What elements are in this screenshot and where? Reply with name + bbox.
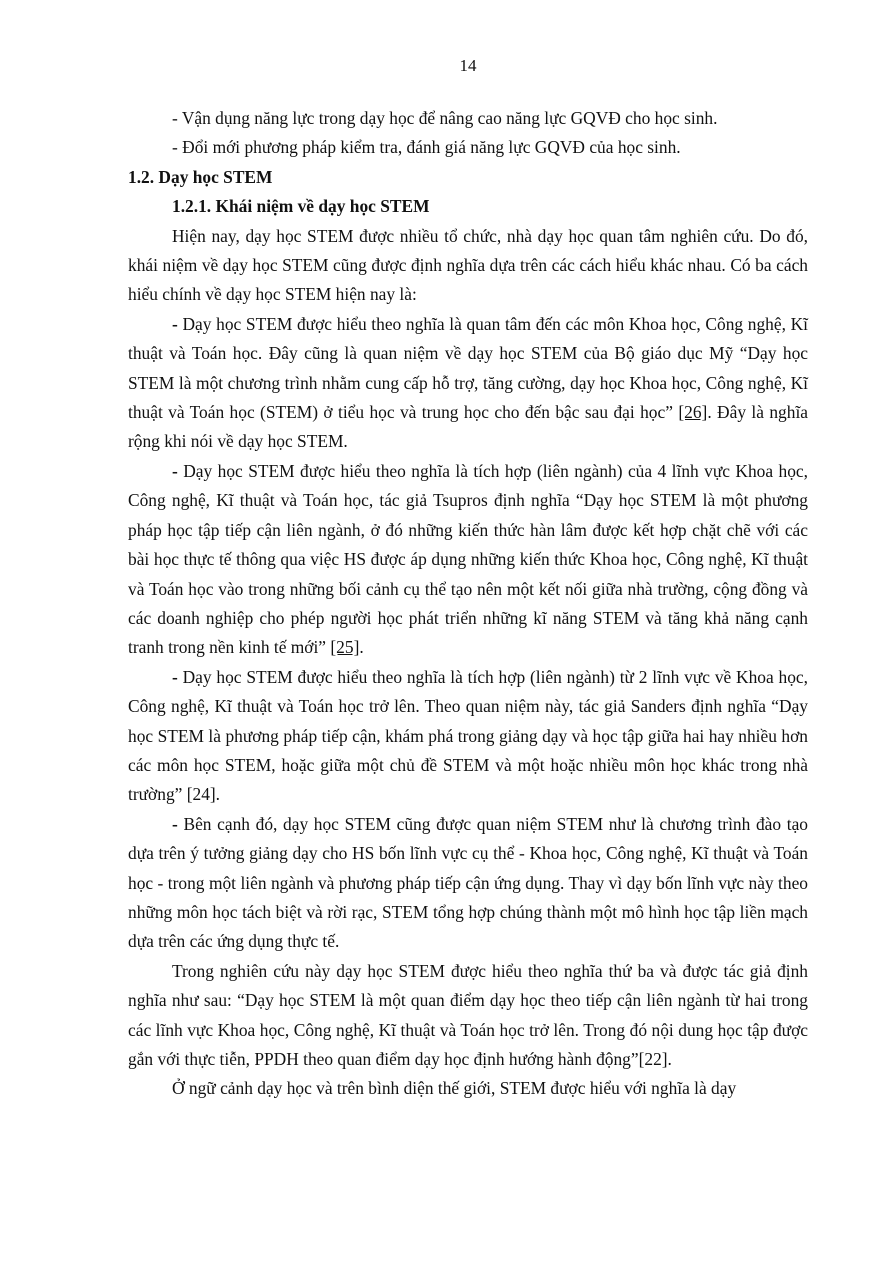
page-number: 14: [459, 56, 477, 75]
definition-text: Dạy học STEM được hiểu theo nghĩa là tích hợp (liên ngành) từ 2 lĩnh vực về Khoa học, Công nghệ, Kĩ thuật và Toán học trở lên. Theo quan niệm này, tác giả Sanders định nghĩa “Dạy học STEM là phương pháp tiếp cận, khám phá trong giảng dạy và học tập giữa hai hay nhiều hơn các môn học STEM, hoặc giữa một chủ đề STEM và một hoặc nhiều môn học khác trong nhà trường” [24].: [128, 666, 808, 805]
definition-text: Dạy học STEM được hiểu theo nghĩa là quan tâm đến các môn Khoa học, Công nghệ, Kĩ thuật và Toán học. Đây cũng là quan niệm về dạy học STEM của Bộ giáo dục Mỹ “Dạy học STEM là một chương trình nhằm cung cấp hỗ trợ, tăng cường, dạy học Khoa học, Công nghệ, Kĩ thuật và Toán học (STEM) ở tiểu học và trung học cho đến bậc sau đại học”: [128, 313, 808, 423]
intro-paragraph: Hiện nay, dạy học STEM được nhiều tổ chức, nhà dạy học quan tâm nghiên cứu. Do đó, khái niệm về dạy học STEM cũng được định nghĩa dựa trên các cách hiểu khác nhau. Có ba cách hiểu chính về dạy học STEM hiện nay là:: [128, 225, 808, 305]
definition-dash: -: [172, 813, 178, 834]
definition-paragraph-1: [128, 310, 808, 457]
objective-bullet-1: - Vận dụng năng lực trong dạy học để nâng cao năng lực GQVĐ cho học sinh.: [172, 108, 718, 128]
citation-link-25[interactable]: [25]: [330, 637, 360, 658]
citation-link-26[interactable]: [26]: [678, 402, 708, 423]
definition-dash: -: [172, 666, 178, 687]
section-heading: 1.2. Dạy học STEM: [128, 166, 273, 187]
definition-text: Bên cạnh đó, dạy học STEM cũng được quan niệm STEM như là chương trình đào tạo dựa trên ý tưởng giảng dạy cho HS bốn lĩnh vực cụ thể - Khoa học, Công nghệ, Kĩ thuật và Toán học - trong một liên ngành và phương pháp tiếp cận ứng dụng. Thay vì dạy bốn lĩnh vực này theo những môn học tách biệt và rời rạc, STEM tổng hợp chúng thành một mô hình học tập liền mạch dựa trên các ứng dụng thực tế.: [128, 813, 808, 952]
document-body: [128, 104, 808, 1104]
study-definition-paragraph: Trong nghiên cứu này dạy học STEM được hiểu theo nghĩa thứ ba và được tác giả định nghĩa như sau: “Dạy học STEM là một quan điểm dạy học theo tiếp cận liên ngành từ hai trong các lĩnh vực Khoa học, Công nghệ, Kĩ thuật và Toán học trở lên. Trong đó nội dung học tập được gắn với thực tiễn, PPDH theo quan điểm dạy học định hướng hành động”[22].: [128, 960, 808, 1069]
closing-line: Ở ngữ cảnh dạy học và trên bình diện thế giới, STEM được hiểu với nghĩa là dạy: [172, 1078, 737, 1099]
objective-bullet-2: - Đổi mới phương pháp kiểm tra, đánh giá năng lực GQVĐ của học sinh.: [172, 137, 681, 158]
definition-dash: -: [172, 460, 178, 481]
definition-text-tail: .: [359, 637, 364, 658]
subsection-heading: 1.2.1. Khái niệm về dạy học STEM: [172, 196, 430, 217]
definition-dash: -: [172, 313, 178, 334]
definition-paragraph-3: [128, 663, 808, 810]
definition-paragraph-4: [128, 810, 808, 957]
definition-text-tail: . Đây là nghĩa rộng khi nói về dạy học STEM.: [128, 402, 808, 452]
definition-paragraph-2: [128, 457, 808, 663]
definition-text: Dạy học STEM được hiểu theo nghĩa là tích hợp (liên ngành) của 4 lĩnh vực Khoa học, Công nghệ, Kĩ thuật và Toán học, tác giả Tsupros định nghĩa “Dạy học STEM là một phương pháp học tập tiếp cận liên ngành, ở đó những kiến thức hàn lâm được kết hợp chặt chẽ với các bài học thực tế thông qua việc HS được áp dụng những kiến thức Khoa học, Công nghệ, Kĩ thuật và Toán học vào trong những bối cảnh cụ thể tạo nên một kết nối giữa nhà trường, cộng đồng và các doanh nghiệp cho phép người học phát triển những kĩ năng STEM và tăng khả năng cạnh tranh trong nền kinh tế mới”: [128, 460, 808, 658]
